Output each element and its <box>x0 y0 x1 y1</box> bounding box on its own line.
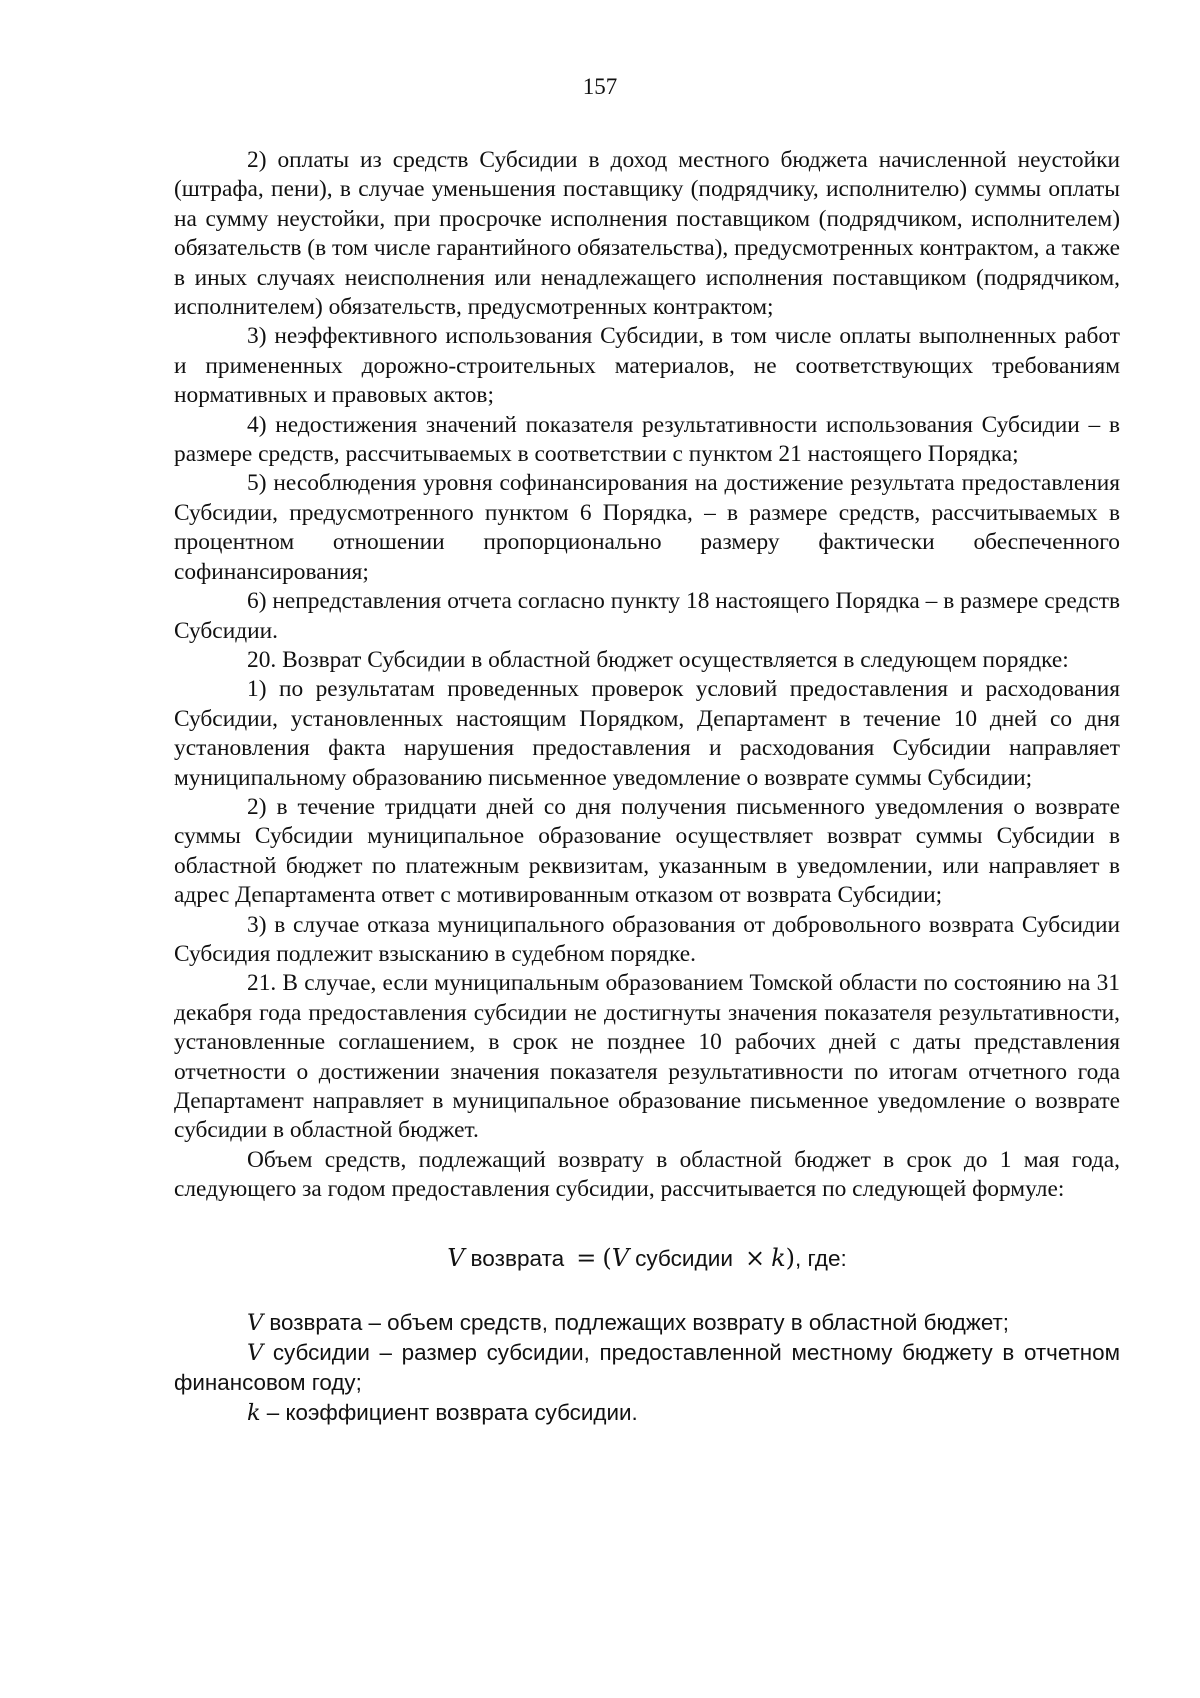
paragraph-21: 21. В случае, если муниципальным образованием Томской области по состоянию на 31 декабря года предоставления субсидии не достигнуты значения показателя результативности, установленные соглашением, в срок не позднее 10 рабочих дней с даты представления отчетности о достижении значения показателя результативности по итогам отчетного года Департамент направляет в муниципальное образование письменное уведомление о возврате субсидии в областной бюджет. <box>174 970 1120 1144</box>
definition-text: – коэффициент возврата субсидии. <box>260 1399 638 1425</box>
definition-text: – объем средств, подлежащих возврату в областной бюджет; <box>362 1309 1010 1335</box>
formula-right-label: субсидии <box>635 1245 733 1271</box>
definition-v-subsidii <box>174 1338 1120 1398</box>
formula-equals-sign: = <box>576 1243 597 1272</box>
definition-v-vozvrata <box>174 1308 1120 1338</box>
return-formula <box>174 1243 1120 1274</box>
paragraph-19-2: 2) оплаты из средств Субсидии в доход местного бюджета начисленной неустойки (штрафа, пени), в случае уменьшения поставщику (подрядчику, исполнителю) суммы оплаты на сумму неустойки, при просрочке исполнения поставщиком (подрядчиком, исполнителем) обязательств (в том числе гарантийного обязательства), предусмотренных контрактом, а также в иных случаях неисполнения или ненадлежащего исполнения поставщиком (подрядчиком, исполнителем) обязательств, предусмотренных контрактом; <box>174 147 1120 321</box>
definition-symbol: k <box>247 1399 261 1426</box>
definition-label: субсидии <box>263 1340 370 1366</box>
formula-close-paren: ) <box>785 1243 795 1272</box>
paragraph-19-5: 5) несоблюдения уровня софинансирования на достижение результата предоставления Субсидии, предусмотренного пунктом 6 Порядка, – в размере средств, рассчитываемых в процентном отношении пропорционально размеру фактически обеспеченного софинансирования; <box>174 470 1120 585</box>
formula-left-label: возврата <box>470 1245 565 1271</box>
page-number: 157 <box>582 74 618 99</box>
document-body <box>174 146 1120 1428</box>
paragraph-19-3: 3) неэффективного использования Субсидии, в том числе оплаты выполненных работ и примененных дорожно-строительных материалов, не соответствующих требованиям нормативных и правовых актов; <box>174 323 1120 409</box>
formula-times-sign: × <box>744 1243 766 1272</box>
definition-k <box>174 1398 1120 1428</box>
formula-suffix: , где: <box>795 1245 847 1271</box>
formula-v-symbol: V <box>447 1243 465 1272</box>
paragraph-19-4: 4) недостижения значений показателя результативности использования Субсидии – в размере средств, рассчитываемых в соответствии с пунктом 21 настоящего Порядка; <box>174 411 1120 468</box>
formula-open-paren: ( <box>602 1243 612 1272</box>
definition-label: возврата <box>263 1309 363 1335</box>
definition-symbol: V <box>247 1309 264 1336</box>
definition-text: – размер субсидии, предоставленной местному бюджету в отчетном финансовом году; <box>174 1340 1121 1396</box>
paragraph-19-6: 6) непредставления отчета согласно пункту 18 настоящего Порядка – в размере средств Субсидии. <box>174 588 1120 644</box>
definition-symbol: V <box>247 1340 264 1367</box>
formula-k-symbol: k <box>771 1243 786 1272</box>
paragraph-20-1: 1) по результатам проведенных проверок условий предоставления и расходования Субсидии, установленных настоящим Порядком, Департамент в течение 10 дней со дня установления факта нарушения предоставления и расходования Субсидии направляет муниципальному образованию письменное уведомление о возврате суммы Субсидии; <box>174 676 1120 791</box>
paragraph-20-3: 3) в случае отказа муниципального образования от добровольного возврата Субсидии Субсидия подлежит взысканию в судебном порядке. <box>174 911 1120 967</box>
paragraph-volume-formula-intro: Объем средств, подлежащий возврату в областной бюджет в срок до 1 мая года, следующего за годом предоставления субсидии, рассчитывается по следующей формуле: <box>174 1146 1120 1203</box>
paragraph-20-2: 2) в течение тридцати дней со дня получения письменного уведомления о возврате суммы Субсидии муниципальное образование осуществляет возврат суммы Субсидии в областной бюджет по платежным реквизитам, указанным в уведомлении, или направляет в адрес Департамента ответ с мотивированным отказом от возврата Субсидии; <box>174 793 1120 909</box>
paragraph-20: 20. Возврат Субсидии в областной бюджет осуществляется в следующем порядке: <box>247 646 1069 673</box>
formula-v-symbol-2: V <box>611 1243 630 1272</box>
